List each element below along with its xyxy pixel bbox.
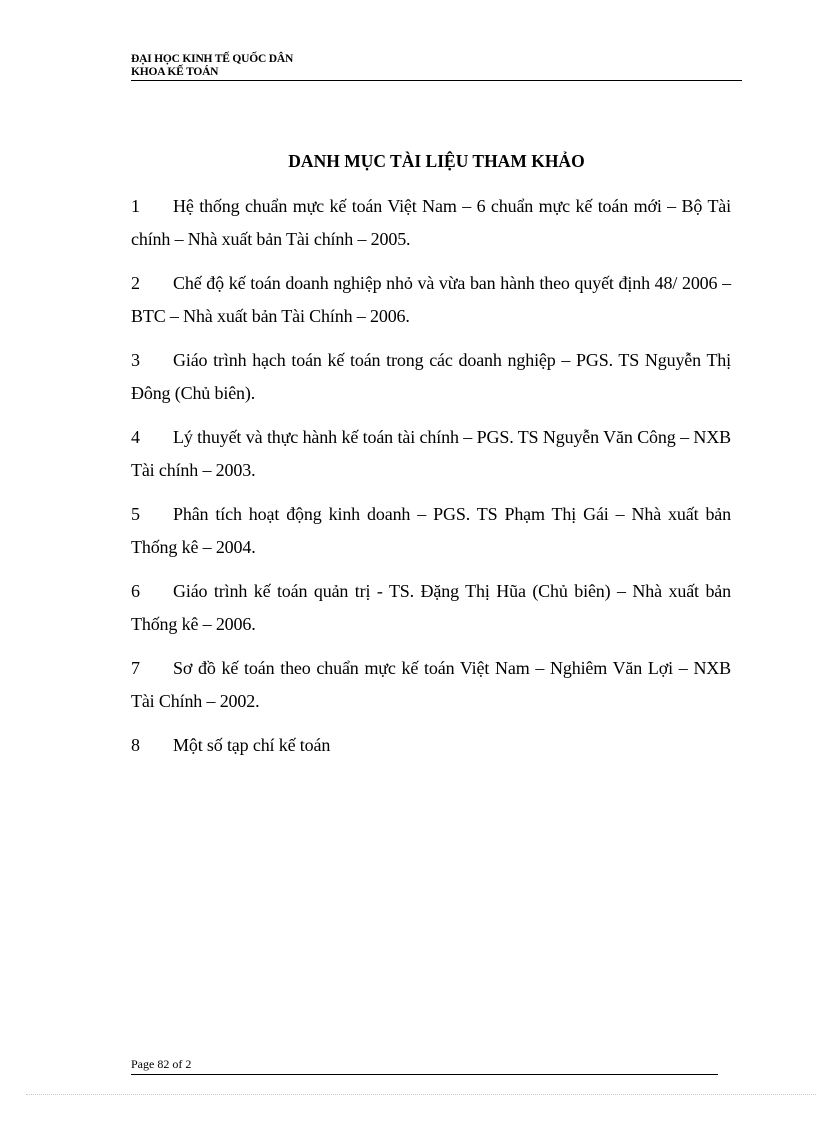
reference-item-8 [131, 729, 731, 762]
reference-number: 7 [131, 658, 140, 678]
reference-text: Một số tạp chí kế toán [173, 735, 331, 755]
header-university: ĐẠI HỌC KINH TẾ QUỐC DÂN [131, 53, 294, 65]
page-bottom-divider [26, 1094, 816, 1095]
reference-number: 5 [131, 504, 140, 524]
reference-number: 3 [131, 350, 140, 370]
reference-item-2 [131, 267, 731, 333]
reference-text: Sơ đồ kế toán theo chuẩn mực kế toán Việt Nam – Nghiêm Văn Lợi – NXB Tài Chính – 2002. [131, 658, 731, 711]
page-footer [131, 1055, 718, 1075]
reference-item-4 [131, 421, 731, 487]
reference-text: Giáo trình kế toán quản trị - TS. Đặng Thị Hũa (Chủ biên) – Nhà xuất bản Thống kê – 2006. [131, 581, 731, 634]
reference-text: Lý thuyết và thực hành kế toán tài chính – PGS. TS Nguyễn Văn Công – NXB Tài chính – 2003. [131, 427, 731, 480]
reference-number: 8 [131, 735, 140, 755]
page-number: Page 82 of 2 [131, 1057, 192, 1071]
reference-item-1 [131, 190, 731, 256]
reference-text: Hệ thống chuẩn mực kế toán Việt Nam – 6 chuẩn mực kế toán mới – Bộ Tài chính – Nhà xuất bản Tài chính – 2005. [131, 196, 731, 249]
reference-text: Chế độ kế toán doanh nghiệp nhỏ và vừa ban hành theo quyết định 48/ 2006 – BTC – Nhà xuất bản Tài Chính – 2006. [131, 273, 731, 326]
page-title: DANH MỤC TÀI LIỆU THAM KHẢO [288, 151, 585, 171]
reference-number: 2 [131, 273, 140, 293]
reference-item-6 [131, 575, 731, 641]
reference-number: 6 [131, 581, 140, 601]
reference-item-7 [131, 652, 731, 718]
reference-text: Giáo trình hạch toán kế toán trong các doanh nghiệp – PGS. TS Nguyễn Thị Đông (Chủ biên). [131, 350, 731, 403]
page-header [131, 53, 742, 81]
reference-number: 4 [131, 427, 140, 447]
reference-item-3 [131, 344, 731, 410]
reference-item-5 [131, 498, 731, 564]
reference-number: 1 [131, 196, 140, 216]
reference-text: Phân tích hoạt động kinh doanh – PGS. TS Phạm Thị Gái – Nhà xuất bản Thống kê – 2004. [131, 504, 731, 557]
header-faculty: KHOA KẾ TOÁN [131, 66, 219, 78]
reference-list [131, 190, 731, 773]
